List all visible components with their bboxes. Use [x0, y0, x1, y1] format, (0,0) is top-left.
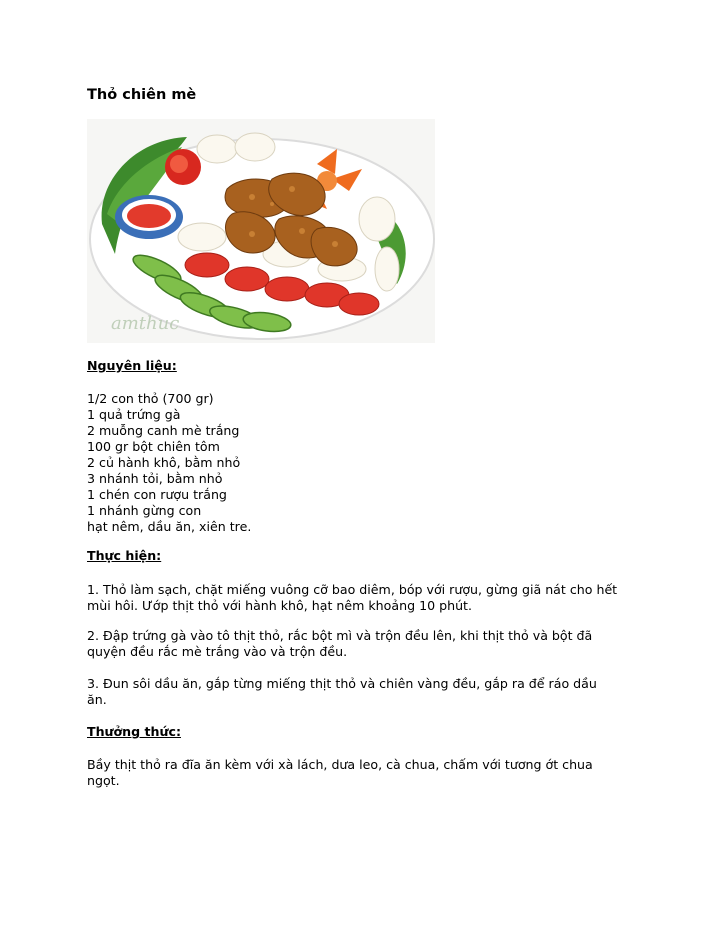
fried-rabbit-plate-illustration: [87, 119, 435, 343]
serving-section: [87, 724, 647, 739]
dish-photo: [87, 119, 435, 343]
ingredient-item: 1/2 con thỏ (700 gr): [87, 391, 214, 406]
ingredient-item: 1 quả trứng gà: [87, 407, 181, 422]
serving-heading: Thưởng thức:: [87, 724, 181, 739]
ingredients-heading: Nguyên liệu:: [87, 358, 177, 373]
step-line: 1. Thỏ làm sạch, chặt miếng vuông cỡ bao diêm, bóp với rượu, gừng giã nát cho hết: [87, 582, 618, 597]
ingredient-item: hạt nêm, dầu ăn, xiên tre.: [87, 519, 252, 534]
ingredient-item: 3 nhánh tỏi, bằm nhỏ: [87, 471, 223, 486]
photo-watermark: amthuc: [111, 313, 180, 334]
ingredient-item: 2 muỗng canh mè trắng: [87, 423, 240, 438]
method-step-1: [87, 582, 647, 614]
step-line: 3. Đun sôi dầu ăn, gắp từng miếng thịt thỏ và chiên vàng đều, gắp ra để ráo dầu: [87, 676, 597, 691]
page-title: Thỏ chiên mè: [87, 87, 197, 103]
ingredient-item: 1 chén con rượu trắng: [87, 487, 227, 502]
ingredient-item: 2 củ hành khô, bằm nhỏ: [87, 455, 241, 470]
ingredients-section: [87, 358, 647, 373]
method-heading: Thực hiện:: [87, 548, 162, 563]
ingredient-item: 1 nhánh gừng con: [87, 503, 202, 518]
step-line: 2. Đập trứng gà vào tô thịt thỏ, rắc bột mì và trộn đều lên, khi thịt thỏ và bột đã: [87, 628, 593, 643]
ingredients-list: [87, 391, 647, 535]
serving-line: Bầy thịt thỏ ra đĩa ăn kèm với xà lách, dưa leo, cà chua, chấm với tương ớt chua: [87, 757, 593, 772]
ingredients-list-block: [87, 391, 647, 535]
serving-line: ngọt.: [87, 773, 120, 788]
serving-paragraph: [87, 757, 647, 789]
method-section: [87, 548, 647, 563]
method-step-3: [87, 676, 647, 708]
ingredient-item: 100 gr bột chiên tôm: [87, 439, 220, 454]
step-line: ăn.: [87, 692, 107, 707]
step-line: quyện đều rắc mè trắng vào và trộn đều.: [87, 644, 348, 659]
method-step-2: [87, 628, 647, 660]
step-line: mùi hôi. Ướp thịt thỏ với hành khô, hạt nêm khoảng 10 phút.: [87, 598, 472, 613]
